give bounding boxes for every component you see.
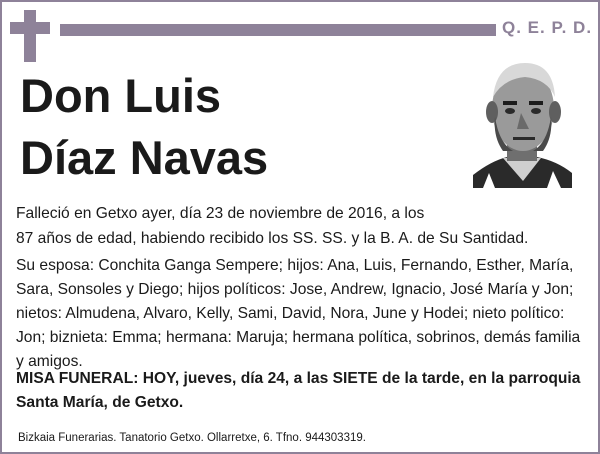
cross-icon-bar xyxy=(10,22,50,34)
portrait-photo xyxy=(473,57,572,188)
cross-icon xyxy=(24,10,36,62)
funeral-mass-notice: MISA FUNERAL: HOY, jueves, día 24, a las SIETE de la tarde, en la parroquia Santa María, de Getxo. xyxy=(16,370,581,411)
header-rule xyxy=(60,24,496,36)
funeral-home-footer: Bizkaia Funerarias. Tanatorio Getxo. Ollarretxe, 6. Tfno. 944303319. xyxy=(18,432,366,444)
family-list: Su esposa: Conchita Ganga Sempere; hijos: Ana, Luis, Fernando, Esther, María, Sara, Sonsoles y Diego; hijos políticos: Jose, Andrew, Ignacio, José María y Jon; nietos: Almudena, Alvaro, Kelly, Sami, David, Nora, June y Hodei; nieto político: Jon; biznieta: Emma; hermana: Maruja; hermana política, sobrinos, demás familia y amigos. xyxy=(16,257,581,370)
deceased-name-line2: Díaz Navas xyxy=(20,131,269,184)
death-notice-line1: Falleció en Getxo ayer, día 23 de noviembre de 2016, a los xyxy=(16,205,425,222)
death-notice-line2: 87 años de edad, habiendo recibido los SS. SS. y la B. A. de Su Santidad. xyxy=(16,230,529,247)
qepd-label: Q. E. P. D. xyxy=(502,18,593,37)
deceased-name-line1: Don Luis xyxy=(20,69,222,122)
